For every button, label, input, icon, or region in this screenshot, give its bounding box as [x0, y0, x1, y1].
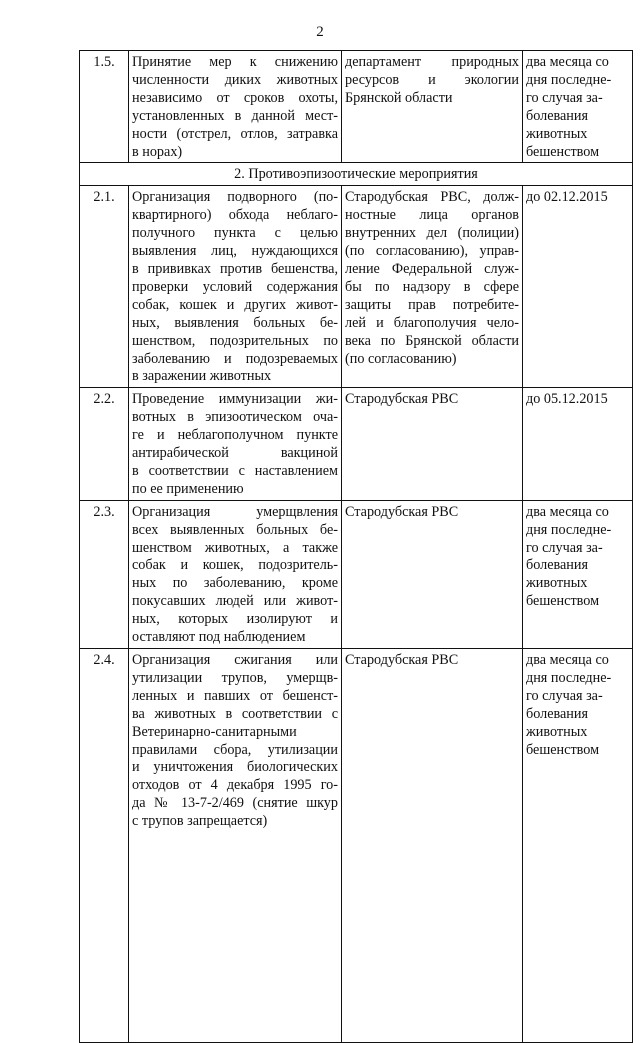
responsible-cell-line: Стародубская РВС, долж- [345, 189, 519, 206]
row-number: 2.1. [80, 186, 129, 388]
responsible-cell [342, 186, 523, 388]
row-number: 2.2. [80, 388, 129, 500]
measure-cell-line: шенством животных, а также [132, 539, 338, 556]
deadline-cell-line: дня последне- [526, 669, 612, 686]
row-number: 1.5. [80, 51, 129, 163]
measure-cell-line: в прививках против бешенства, [132, 260, 338, 277]
responsible-cell-line: ресурсов и экологии [345, 71, 519, 88]
measure-cell-line: ных, выявления больных бе- [132, 314, 338, 331]
measure-cell-line: получного пункта с целью [132, 225, 338, 242]
deadline-cell-line: два месяца со [526, 54, 609, 70]
measure-cell [129, 649, 342, 1043]
measure-cell-line: в соответствии с наставлением [132, 462, 338, 479]
measure-cell-line: Ветеринарно-санитарными [132, 723, 297, 740]
responsible-cell-line: департамент природных [345, 54, 519, 70]
measure-cell-line: независимо от сроков охоты, [132, 89, 338, 106]
measure-cell-line: проверки условий содержания [132, 278, 338, 295]
measure-cell-line: ва животных в соответствии с [132, 705, 338, 722]
row-number: 2.4. [80, 649, 129, 1043]
measure-cell [129, 51, 342, 163]
measure-cell-line: Организация умерщвления [132, 503, 338, 520]
measure-cell-line: Проведение иммунизации жи- [132, 391, 338, 408]
measure-cell-line: да № 13-7-2/469 (снятие шкур [132, 795, 338, 812]
measure-cell-line: Организация подворного (по- [132, 189, 338, 206]
responsible-cell-line: лей и благополучия чело- [345, 314, 519, 331]
measure-cell-line: численности диких животных [132, 71, 338, 88]
responsible-cell-line: Стародубская РВС [345, 652, 459, 668]
responsible-cell-line: ностные лица органов [345, 207, 519, 224]
measure-cell-line: заболеванию и подозреваемых [132, 350, 338, 367]
responsible-cell-line: Стародубская РВС [345, 391, 459, 408]
measure-cell-line: отходов от 4 декабря 1995 го- [132, 777, 338, 794]
deadline-cell-line: два месяца со [526, 503, 609, 520]
table-row [80, 388, 633, 500]
deadline-cell-line: бешенством [526, 741, 600, 758]
section-heading-row [80, 163, 633, 186]
measure-cell-line: установленных в данной мест- [132, 107, 338, 124]
measure-cell-line: в заражении животных [132, 368, 272, 385]
deadline-cell-line: дня последне- [526, 521, 612, 538]
deadline-cell-line: го случая за- [526, 687, 603, 704]
deadline-cell-line: болевания [526, 705, 589, 722]
deadline-cell-line: дня последне- [526, 71, 612, 88]
responsible-cell [342, 51, 523, 163]
deadline-cell-line: болевания [526, 557, 589, 574]
responsible-cell-line: века по Брянской области [345, 332, 519, 349]
deadline-cell [523, 500, 633, 648]
measure-cell-line: всех выявленных больных бе- [132, 521, 338, 538]
measures-table-body [80, 51, 633, 1043]
responsible-cell-line: (по согласованию) [345, 350, 457, 367]
section-title: 2. Противоэпизоотические мероприятия [80, 163, 633, 186]
measure-cell-line: оставляют под наблюдением [132, 629, 306, 646]
measure-cell-line: покусавших людей или живот- [132, 593, 338, 610]
table-row [80, 649, 633, 1043]
measure-cell-line: Организация сжигания или [132, 652, 338, 668]
deadline-cell-line: бешенством [526, 593, 600, 610]
responsible-cell [342, 649, 523, 1043]
measure-cell-line: шенством, подозрительных по [132, 332, 338, 349]
deadline-cell-line: го случая за- [526, 539, 603, 556]
measure-cell-line: правилами сбора, утилизации [132, 741, 338, 758]
measure-cell-line: собак, кошек и других живот- [132, 296, 338, 313]
measure-cell-line: ге и неблагополучном пункте [132, 427, 338, 444]
responsible-cell-line: защиты прав потребите- [345, 296, 519, 313]
row-number: 2.3. [80, 500, 129, 648]
responsible-cell-line: внутренних дел (полиции) [345, 225, 519, 242]
deadline-cell-line: животных [526, 723, 588, 740]
measure-cell-line: вотных в эпизоотическом оча- [132, 409, 338, 426]
measure-cell-line: антирабической вакциной [132, 445, 338, 462]
measure-cell-line: по ее применению [132, 480, 244, 497]
deadline-cell-line: животных [526, 575, 588, 592]
measure-cell-line: собак и кошек, подозритель- [132, 557, 338, 574]
measure-cell [129, 388, 342, 500]
measure-cell-line: ных по заболеванию, кроме [132, 575, 338, 592]
table-row [80, 51, 633, 163]
measure-cell [129, 500, 342, 648]
responsible-cell-line: бы по надзору в сфере [345, 278, 519, 295]
deadline-cell-line: до 05.12.2015 [526, 391, 608, 408]
measure-cell-line: ленных и павших от бешенст- [132, 687, 338, 704]
measure-cell-line: ности (отстрел, отлов, затравка [132, 125, 338, 142]
deadline-cell-line: животных [526, 125, 588, 142]
deadline-cell-line: го случая за- [526, 89, 603, 106]
table-row [80, 186, 633, 388]
measure-cell-line: выявления лиц, нуждающихся [132, 243, 338, 260]
responsible-cell-line: Брянской области [345, 89, 453, 106]
page-number: 2 [316, 24, 324, 40]
measure-cell-line: утилизации трупов, умерщв- [132, 669, 338, 686]
deadline-cell [523, 649, 633, 1043]
responsible-cell-line: ление Федеральной служ- [345, 260, 519, 277]
measure-cell-line: ных, которых изолируют и [132, 611, 338, 628]
responsible-cell-line: (по согласованию), управ- [345, 243, 519, 260]
responsible-cell-line: Стародубская РВС [345, 503, 459, 520]
measure-cell-line: в норах) [132, 143, 183, 160]
table-row [80, 500, 633, 648]
measure-cell-line: с трупов запрещается) [132, 813, 268, 830]
measure-cell-line: и уничтожения биологических [132, 759, 338, 776]
measure-cell [129, 186, 342, 388]
deadline-cell-line: два месяца со [526, 652, 609, 668]
deadline-cell [523, 186, 633, 388]
measure-cell-line: Принятие мер к снижению [132, 54, 338, 70]
measures-table [79, 50, 633, 1043]
measure-cell-line: квартирного) обхода неблаго- [132, 207, 338, 224]
deadline-cell-line: бешенством [526, 143, 600, 160]
responsible-cell [342, 388, 523, 500]
deadline-cell [523, 388, 633, 500]
responsible-cell [342, 500, 523, 648]
deadline-cell [523, 51, 633, 163]
deadline-cell-line: болевания [526, 107, 589, 124]
deadline-cell-line: до 02.12.2015 [526, 189, 608, 206]
